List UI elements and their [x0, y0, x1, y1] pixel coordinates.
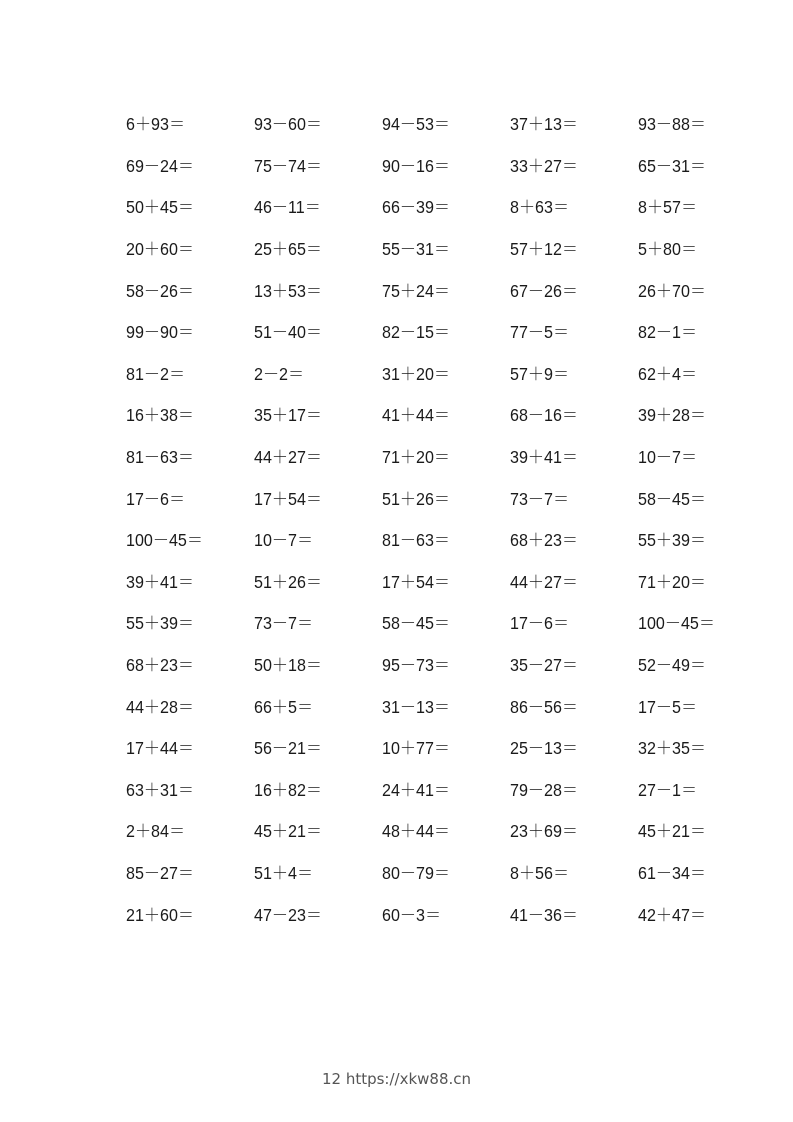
math-problem: 71＋20＝	[638, 571, 707, 592]
problem-row	[126, 228, 766, 270]
math-problem: 93－88＝	[638, 114, 707, 135]
math-problem: 23＋69＝	[510, 821, 579, 842]
problem-row	[126, 477, 766, 519]
math-problem: 46－11＝	[254, 197, 321, 218]
math-problem: 61－34＝	[638, 862, 707, 883]
math-problem: 39＋41＝	[510, 447, 579, 468]
math-problem: 39＋41＝	[126, 571, 195, 592]
math-problem: 41＋44＝	[382, 405, 451, 426]
math-problem: 62＋4＝	[638, 363, 698, 384]
math-problem: 17＋54＝	[254, 488, 323, 509]
math-problem: 79－28＝	[510, 779, 579, 800]
math-problem: 8＋57＝	[638, 197, 698, 218]
math-problem: 26＋70＝	[638, 280, 707, 301]
math-problem: 37＋13＝	[510, 114, 579, 135]
math-problem: 48＋44＝	[382, 821, 451, 842]
math-problem: 6＋93＝	[126, 114, 186, 135]
math-problem: 66＋5＝	[254, 696, 314, 717]
problem-row	[126, 561, 766, 603]
math-problem: 50＋45＝	[126, 197, 195, 218]
math-problem: 94－53＝	[382, 114, 451, 135]
math-problem: 80－79＝	[382, 862, 451, 883]
problem-row	[126, 602, 766, 644]
math-problem: 57＋9＝	[510, 363, 570, 384]
math-problem: 73－7＝	[510, 488, 570, 509]
math-problem: 100－45＝	[638, 613, 715, 634]
problem-row	[126, 810, 766, 852]
math-problem: 21＋60＝	[126, 904, 195, 925]
problem-row	[126, 353, 766, 395]
math-problem: 65－31＝	[638, 155, 707, 176]
math-problem: 95－73＝	[382, 655, 451, 676]
math-problem: 68＋23＝	[510, 530, 579, 551]
problem-row	[126, 436, 766, 478]
math-problem: 27－1＝	[638, 779, 698, 800]
math-problem: 44＋27＝	[254, 447, 323, 468]
problem-row	[126, 103, 766, 145]
problem-row	[126, 145, 766, 187]
problem-row	[126, 727, 766, 769]
math-problem: 44＋28＝	[126, 696, 195, 717]
arithmetic-worksheet	[126, 103, 766, 935]
problem-row	[126, 519, 766, 561]
math-problem: 33＋27＝	[510, 155, 579, 176]
math-problem: 75＋24＝	[382, 280, 451, 301]
math-problem: 86－56＝	[510, 696, 579, 717]
problem-row	[126, 394, 766, 436]
math-problem: 17＋54＝	[382, 571, 451, 592]
math-problem: 25－13＝	[510, 738, 579, 759]
math-problem: 2－2＝	[254, 363, 305, 384]
math-problem: 5＋80＝	[638, 239, 698, 260]
math-problem: 8＋63＝	[510, 197, 570, 218]
math-problem: 41－36＝	[510, 904, 579, 925]
math-problem: 50＋18＝	[254, 655, 323, 676]
math-problem: 75－74＝	[254, 155, 323, 176]
math-problem: 31－13＝	[382, 696, 451, 717]
math-problem: 25＋65＝	[254, 239, 323, 260]
math-problem: 93－60＝	[254, 114, 323, 135]
math-problem: 100－45＝	[126, 530, 203, 551]
math-problem: 58－26＝	[126, 280, 195, 301]
math-problem: 17－6＝	[510, 613, 570, 634]
math-problem: 51＋26＝	[382, 488, 451, 509]
problem-row	[126, 852, 766, 894]
math-problem: 16＋38＝	[126, 405, 195, 426]
math-problem: 32＋35＝	[638, 738, 707, 759]
math-problem: 10－7＝	[254, 530, 314, 551]
math-problem: 99－90＝	[126, 322, 195, 343]
math-problem: 57＋12＝	[510, 239, 579, 260]
math-problem: 56－21＝	[254, 738, 323, 759]
problem-row	[126, 269, 766, 311]
math-problem: 10－7＝	[638, 447, 698, 468]
math-problem: 60－3＝	[382, 904, 442, 925]
page-footer: 12 https://xkw88.cn	[321, 1070, 472, 1088]
math-problem: 67－26＝	[510, 280, 579, 301]
problem-row	[126, 311, 766, 353]
math-problem: 55－31＝	[382, 239, 451, 260]
math-problem: 77－5＝	[510, 322, 570, 343]
problem-row	[126, 893, 766, 935]
math-problem: 81－63＝	[382, 530, 451, 551]
math-problem: 58－45＝	[382, 613, 451, 634]
math-problem: 52－49＝	[638, 655, 707, 676]
math-problem: 66－39＝	[382, 197, 451, 218]
math-problem: 42＋47＝	[638, 904, 707, 925]
math-problem: 55＋39＝	[638, 530, 707, 551]
math-problem: 81－2＝	[126, 363, 186, 384]
math-problem: 39＋28＝	[638, 405, 707, 426]
math-problem: 45＋21＝	[638, 821, 707, 842]
math-problem: 82－15＝	[382, 322, 451, 343]
math-problem: 69－24＝	[126, 155, 195, 176]
math-problem: 73－7＝	[254, 613, 314, 634]
math-problem: 68－16＝	[510, 405, 579, 426]
math-problem: 17－6＝	[126, 488, 186, 509]
math-problem: 51＋26＝	[254, 571, 323, 592]
math-problem: 90－16＝	[382, 155, 451, 176]
problem-row	[126, 685, 766, 727]
math-problem: 44＋27＝	[510, 571, 579, 592]
math-problem: 71＋20＝	[382, 447, 451, 468]
math-problem: 51＋4＝	[254, 862, 314, 883]
math-problem: 13＋53＝	[254, 280, 323, 301]
math-problem: 82－1＝	[638, 322, 698, 343]
math-problem: 35－27＝	[510, 655, 579, 676]
math-problem: 2＋84＝	[126, 821, 186, 842]
math-problem: 17－5＝	[638, 696, 698, 717]
math-problem: 58－45＝	[638, 488, 707, 509]
math-problem: 45＋21＝	[254, 821, 323, 842]
math-problem: 68＋23＝	[126, 655, 195, 676]
math-problem: 8＋56＝	[510, 862, 570, 883]
math-problem: 85－27＝	[126, 862, 195, 883]
math-problem: 24＋41＝	[382, 779, 451, 800]
problem-row	[126, 644, 766, 686]
math-problem: 47－23＝	[254, 904, 323, 925]
math-problem: 63＋31＝	[126, 779, 195, 800]
math-problem: 81－63＝	[126, 447, 195, 468]
math-problem: 35＋17＝	[254, 405, 323, 426]
math-problem: 31＋20＝	[382, 363, 451, 384]
problem-row	[126, 769, 766, 811]
math-problem: 17＋44＝	[126, 738, 195, 759]
math-problem: 55＋39＝	[126, 613, 195, 634]
math-problem: 51－40＝	[254, 322, 323, 343]
problem-row	[126, 186, 766, 228]
math-problem: 20＋60＝	[126, 239, 195, 260]
math-problem: 10＋77＝	[382, 738, 451, 759]
math-problem: 16＋82＝	[254, 779, 323, 800]
